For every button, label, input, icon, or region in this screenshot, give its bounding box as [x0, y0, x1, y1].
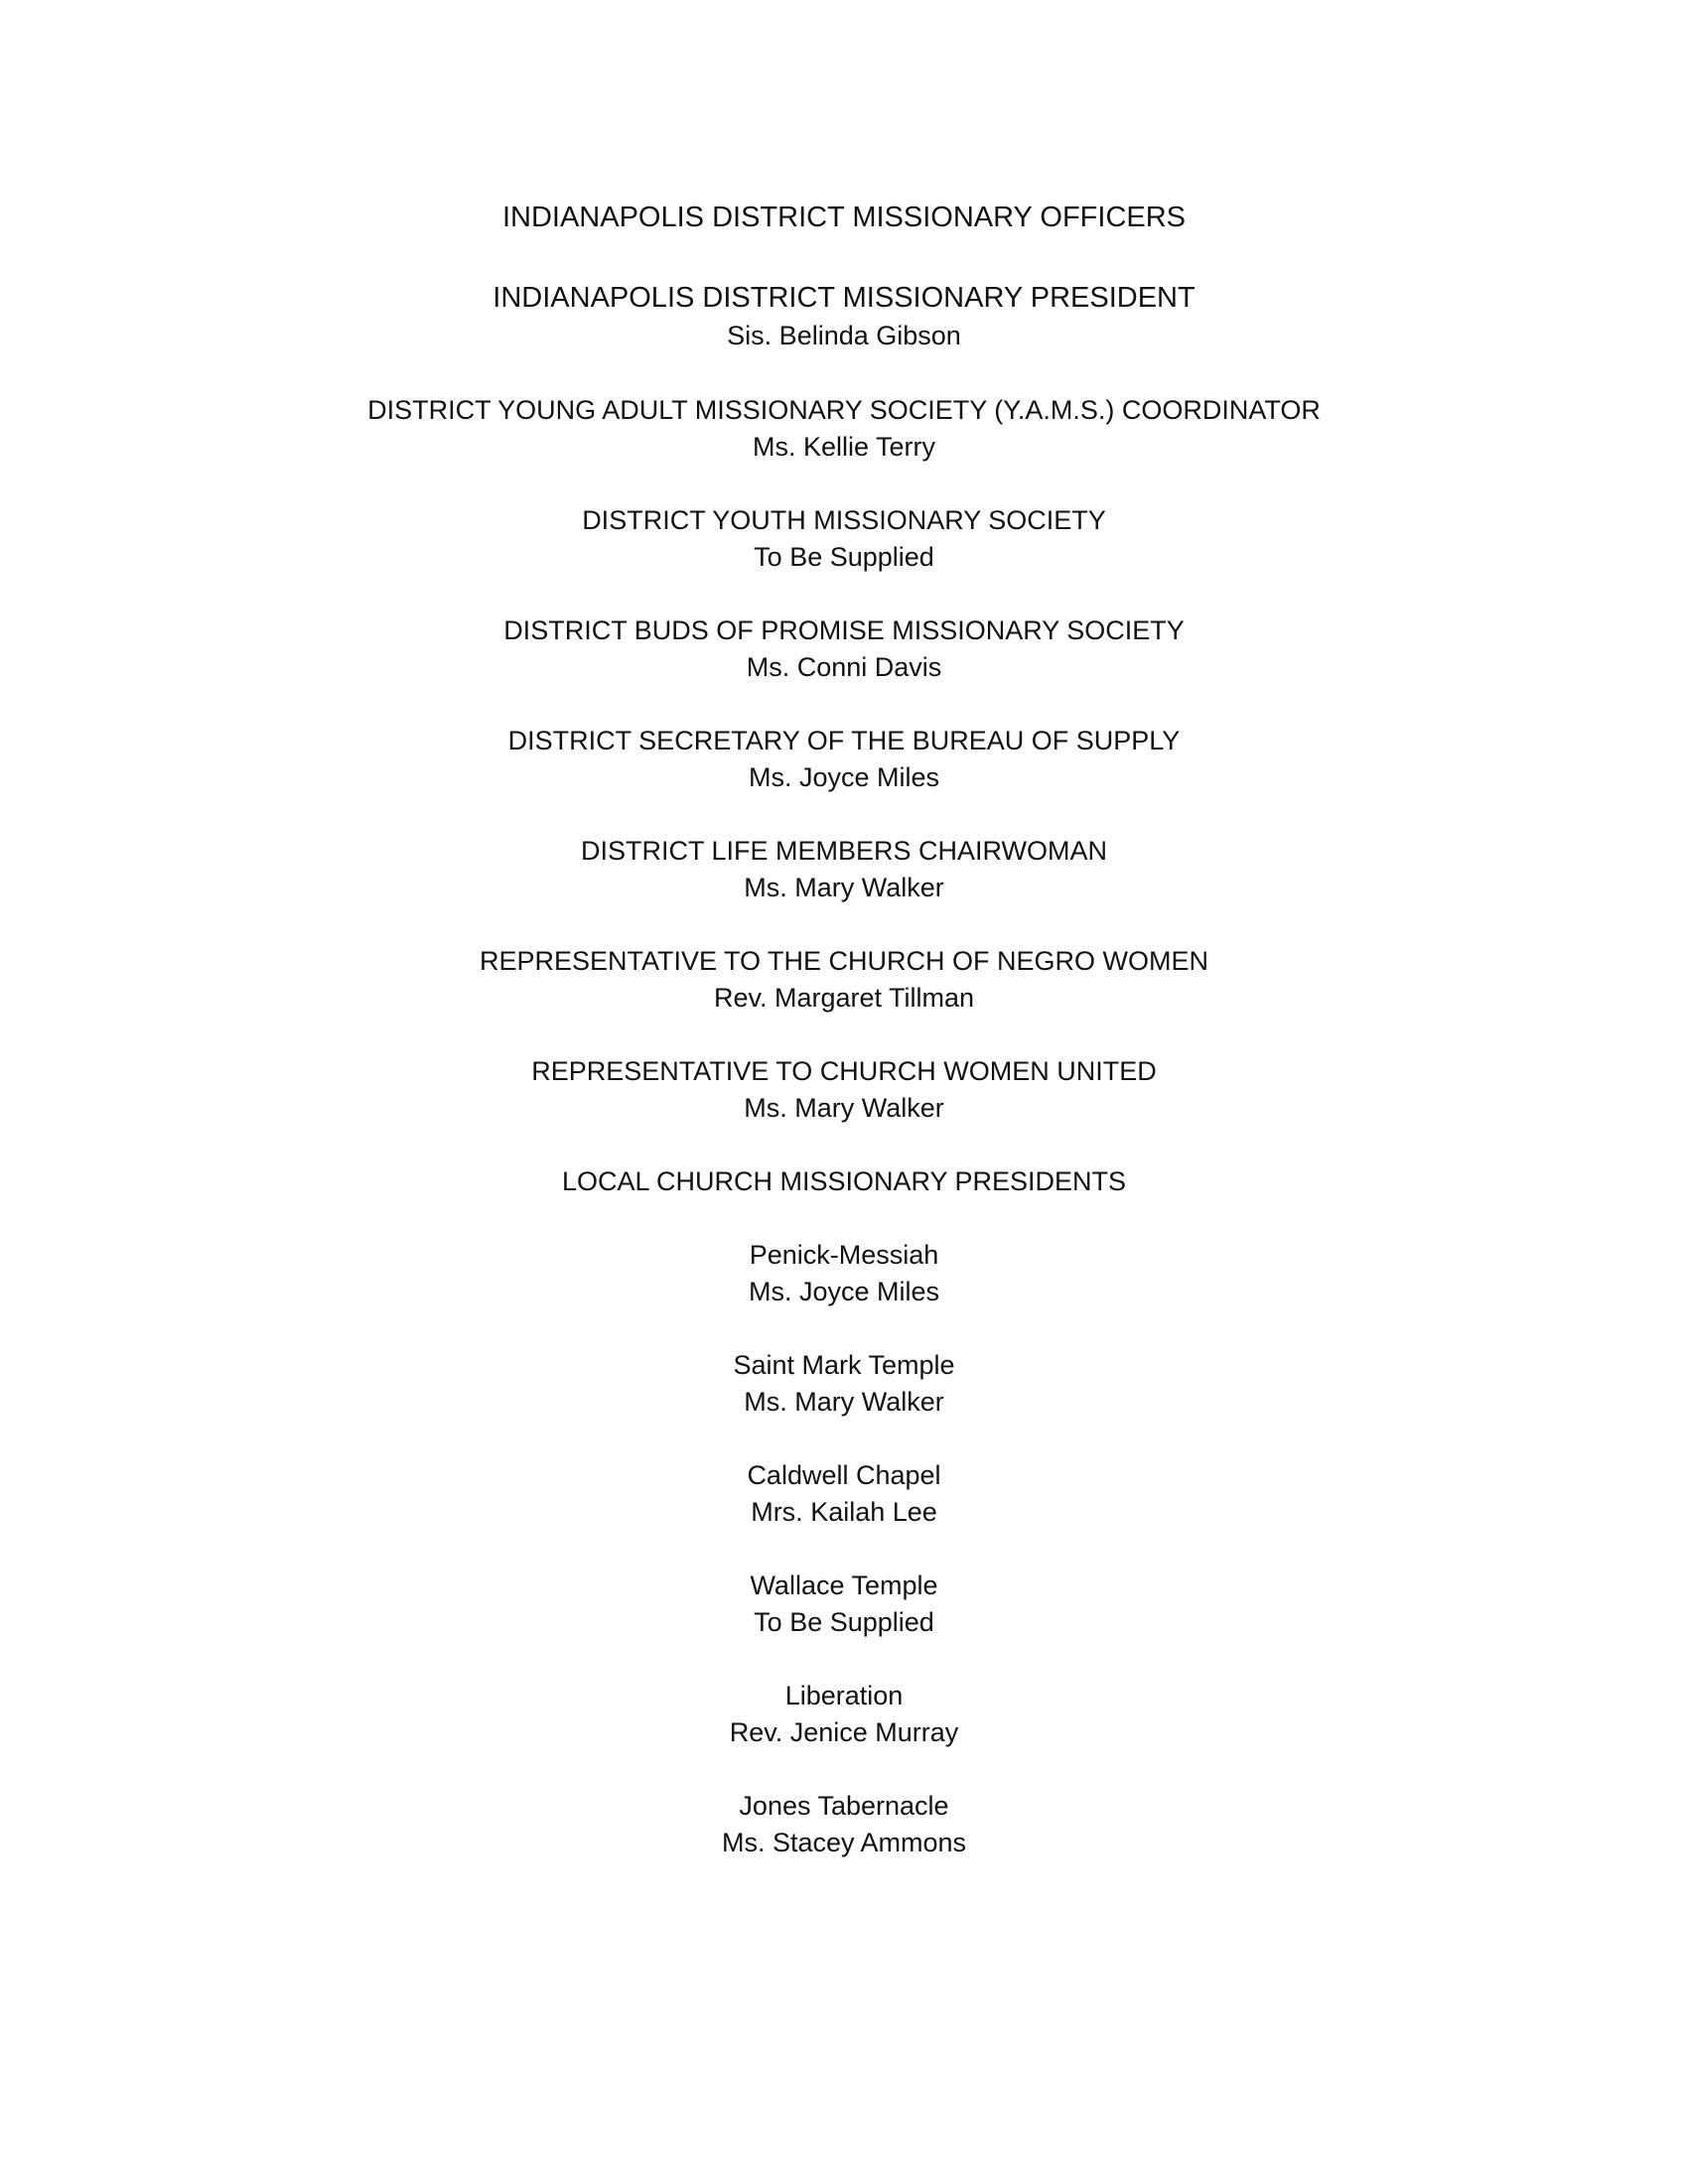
officer-name: Ms. Mary Walker [744, 873, 944, 902]
officer-name: To Be Supplied [754, 542, 934, 572]
officer-name: Ms. Kellie Terry [752, 432, 936, 462]
officer-role: DISTRICT BUDS OF PROMISE MISSIONARY SOCIETY [503, 615, 1185, 645]
church-name: Wallace Temple [750, 1570, 938, 1600]
church-president: Ms. Joyce Miles [748, 1277, 940, 1306]
church-president: Rev. Jenice Murray [729, 1717, 959, 1747]
church-president: Ms. Mary Walker [744, 1387, 944, 1417]
officer-name: Rev. Margaret Tillman [713, 983, 975, 1013]
church-entry [0, 1347, 1688, 1421]
church-president: To Be Supplied [754, 1607, 934, 1637]
officer-name: Ms. Mary Walker [744, 1093, 944, 1123]
officer-entry [0, 943, 1688, 1017]
document-heading: INDIANAPOLIS DISTRICT MISSIONARY OFFICERS [501, 202, 1187, 233]
church-name: Penick-Messiah [749, 1240, 939, 1270]
officer-entry [0, 392, 1688, 466]
officer-role: INDIANAPOLIS DISTRICT MISSIONARY PRESIDENT [492, 282, 1196, 314]
local-presidents-heading: LOCAL CHURCH MISSIONARY PRESIDENTS [561, 1166, 1127, 1196]
officer-role: DISTRICT SECRETARY OF THE BUREAU OF SUPPLY [507, 726, 1181, 755]
church-name: Saint Mark Temple [733, 1350, 955, 1380]
officer-role: REPRESENTATIVE TO THE CHURCH OF NEGRO WOMEN [479, 946, 1209, 976]
officer-role: REPRESENTATIVE TO CHURCH WOMEN UNITED [531, 1056, 1157, 1086]
church-entry [0, 1457, 1688, 1531]
church-entry [0, 1678, 1688, 1751]
church-name: Liberation [784, 1681, 904, 1710]
officer-role: DISTRICT YOUTH MISSIONARY SOCIETY [582, 505, 1106, 535]
church-president: Ms. Stacey Ammons [721, 1828, 967, 1857]
officer-role: DISTRICT YOUNG ADULT MISSIONARY SOCIETY (Y.A.M.S.) COORDINATOR [367, 395, 1321, 425]
officer-role: DISTRICT LIFE MEMBERS CHAIRWOMAN [580, 836, 1108, 866]
church-entry [0, 1237, 1688, 1310]
officer-name: Ms. Conni Davis [746, 652, 942, 682]
church-entry [0, 1568, 1688, 1641]
officer-name: Sis. Belinda Gibson [727, 321, 961, 350]
officer-entry [0, 723, 1688, 796]
officer-entry [0, 613, 1688, 686]
officer-entry [0, 1053, 1688, 1127]
officer-name: Ms. Joyce Miles [748, 762, 940, 792]
church-name: Jones Tabernacle [739, 1791, 949, 1821]
church-name: Caldwell Chapel [747, 1460, 941, 1490]
officer-entry [0, 278, 1688, 354]
officer-entry [0, 502, 1688, 576]
church-president: Mrs. Kailah Lee [751, 1497, 937, 1527]
church-entry [0, 1788, 1688, 1861]
document-content [0, 198, 1688, 1861]
officer-entry [0, 833, 1688, 906]
